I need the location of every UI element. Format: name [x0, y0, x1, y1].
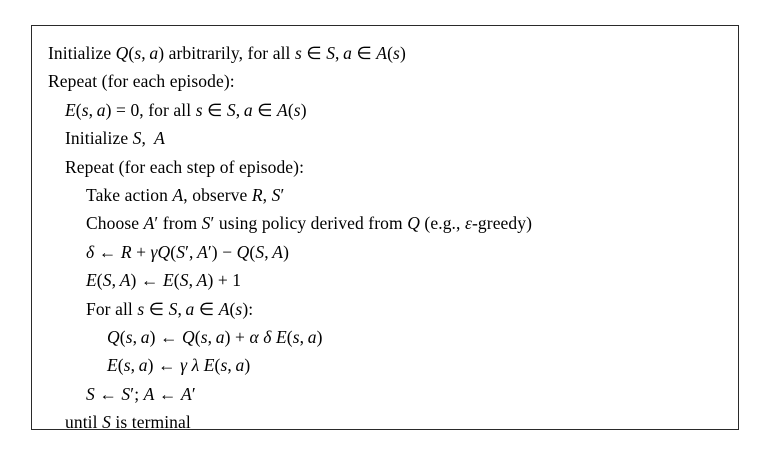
pseudocode-line: Repeat (for each step of episode): [65, 156, 305, 177]
pseudocode-line: Take action A, observe R, S′ [86, 185, 285, 206]
pseudocode-line: Repeat (for each episode): [48, 71, 235, 92]
pseudocode-line: S ← S′; A ← A′ [86, 383, 196, 404]
pseudocode-line: For all s ∈ S, a ∈ A(s): [86, 298, 254, 319]
pseudocode-line: E(s, a) ← γ λ E(s, a) [107, 355, 251, 376]
pseudocode-line: Initialize S, A [65, 128, 165, 149]
pseudocode-line: E(s, a) = 0, for all s ∈ S, a ∈ A(s) [65, 99, 307, 120]
pseudocode-line: until S is terminal [65, 412, 191, 433]
pseudocode-line: δ ← R + γQ(S′, A′) − Q(S, A) [86, 241, 290, 262]
algorithm-box [31, 25, 739, 433]
pseudocode-line: Choose A′ from S′ using policy derived from Q (e.g., ε-greedy) [86, 213, 533, 234]
pseudocode-line: E(S, A) ← E(S, A) + 1 [86, 270, 242, 291]
pseudocode-line: Q(s, a) ← Q(s, a) + α δ E(s, a) [107, 327, 323, 348]
pseudocode-line: Initialize Q(s, a) arbitrarily, for all s ∈ S, a ∈ A(s) [48, 43, 406, 63]
